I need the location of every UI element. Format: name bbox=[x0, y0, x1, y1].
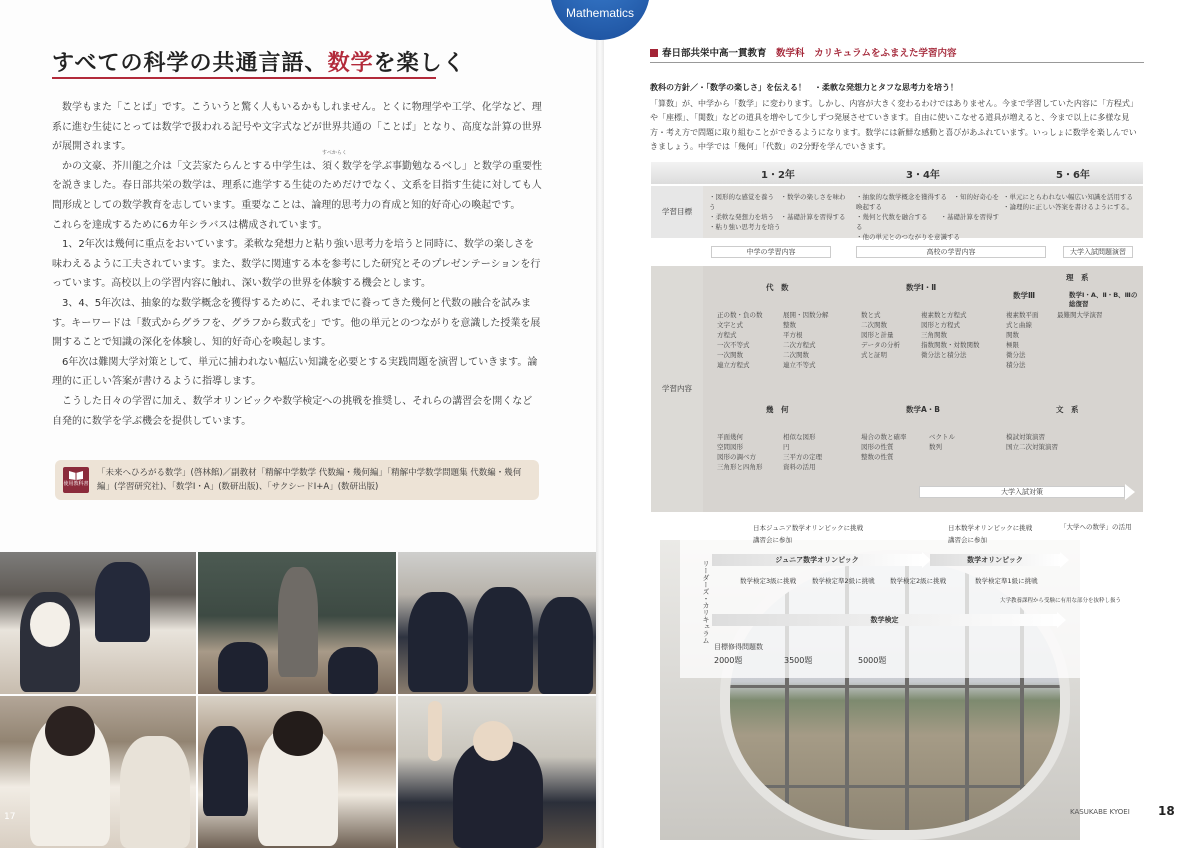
year-3-4: 3・4年 bbox=[906, 170, 940, 181]
textbook-icon-label: 使用教科書 bbox=[63, 481, 89, 487]
target-count-2: 3500題 bbox=[784, 656, 813, 665]
y56-col: 複素数平面 式と曲線 関数 極限 微分法 積分法 bbox=[1006, 311, 1039, 369]
students-studying-photo bbox=[198, 696, 396, 848]
paragraph: これらを達成するために6カ年シラバスは構成されています。 bbox=[52, 219, 328, 231]
target-count-3: 5000題 bbox=[858, 656, 887, 665]
paragraph: こうした日々の学習に加え、数学オリンピックや数学検定への挑戦を推奨し、それらの講習会を開くなど自発的に数学を学ぶ機会を提供しています。 bbox=[52, 395, 533, 427]
paragraph: 3、4、5年次は、抽象的な数学概念を獲得するために、それまでに養ってきた幾何と代数の融合を試みます。キーワードは「数式からグラフを、グラフから数式を」です。他の単元とのつながりを意識した授業を展開することで知識の深化を体験し、知的好奇心を喚起します。 bbox=[52, 297, 541, 349]
student-writing-photo bbox=[0, 696, 196, 848]
year-1-2: 1・2年 bbox=[761, 170, 795, 181]
kentei-3: 数学検定3級に挑戦 bbox=[740, 577, 797, 585]
paragraph: 6年次は難関大学対策として、単元に捕われない幅広い知識を必要とする実践問題を演習していきます。論理的に正しい答案が書けるように指導します。 bbox=[52, 356, 538, 388]
hs-col2: 複素数と方程式 図形と方程式 三角関数 指数関数・対数関数 微分法と積分法 bbox=[921, 311, 980, 359]
goal-label: 学習目標 bbox=[651, 186, 703, 238]
kentei-arrow: 数学検定 bbox=[712, 614, 1057, 626]
stage-arrow-univ: 大学入試問題演習 bbox=[1063, 246, 1133, 258]
teacher-at-board-photo bbox=[198, 552, 396, 694]
header-rule bbox=[650, 62, 1144, 63]
intro-text: 「算数」が、中学から「数学」に変わります。しかし、内容が大きく変わるわけではありません。今まで学習していた内容に「方程式」や「座標」、「関数」などの道具を増やして少しずつ発展させていきます。自由に使いこなせる道具が増えると、今まで以上に多様な見方・考え方で問題に取り組むことができるようになります。数学には新鮮な感動と喜びがあふれています。いっしょに数学を楽しんでいきましょう。中学では「幾何」「代数」の2分野を学んでいきます。 bbox=[650, 99, 1138, 152]
body-text bbox=[52, 98, 542, 431]
square-bullet-icon bbox=[650, 49, 658, 57]
kika-col2: 相似な図形 円 三平方の定理 資料の活用 bbox=[783, 433, 822, 471]
leaders-label: リーダーズ・カリキュラム bbox=[702, 560, 710, 644]
page-title: すべての科学の共通言語、数学を楽しく bbox=[52, 51, 466, 76]
page-number-right: 18 bbox=[1158, 804, 1175, 818]
math12-label: 数学Ⅰ・Ⅱ bbox=[906, 283, 937, 292]
y56-extra: 最難関大学演習 bbox=[1057, 311, 1103, 319]
students-smiling-photo bbox=[398, 552, 596, 694]
subject-policy: 教科の方針／・「数学の楽しさ」を伝える！ ・柔軟な発想力とタフな思考力を培う！ bbox=[650, 83, 958, 92]
olympiad-text: 日本数学オリンピックに挑戦 講習会に参加 bbox=[948, 524, 1033, 544]
ab-col1: 場合の数と確率 図形の性質 整数の性質 bbox=[861, 433, 907, 461]
leaders-curriculum bbox=[680, 512, 1142, 678]
goal-3-4: ・抽象的な数学概念を獲得する ・知的好奇心を喚起する ・幾何と代数を融合する ・基礎計算を習得する ・他の単元とのつながりを意識する bbox=[856, 193, 999, 241]
goal-5-6: ・単元にとらわれない幅広い知識を活用する ・論理的に正しい答案を書けるようにする。 bbox=[1003, 193, 1133, 211]
bunkei-label: 文 系 bbox=[1056, 405, 1079, 414]
target-label: 目標修得問題数 bbox=[714, 643, 763, 651]
kika-label: 幾 何 bbox=[766, 405, 789, 414]
paragraph: かの文豪、芥川龍之介は「文芸家たらんとする中学生は、須く数学を学ぶ事勤勉なるべし」と数学の重要性を説きました。春日部共栄の数学は、理系に進学する生徒のためだけでなく、文系を目指す生徒に対しても人間形成としての数学教育を志しています。重要なことは、論理的思考力の育成と知的好奇心の喚起です。 すべからく bbox=[52, 149, 542, 211]
mathAB-label: 数学A・B bbox=[906, 405, 941, 414]
math3-label: 数学Ⅲ bbox=[1013, 291, 1036, 300]
year-5-6: 5・6年 bbox=[1056, 170, 1090, 181]
olympiad-arrow: 数学オリンピック bbox=[930, 554, 1060, 566]
bunkei-col: 模試対策演習 国立二次対策演習 bbox=[1006, 433, 1058, 451]
footer-brand: KASUKABE KYOEI bbox=[1070, 808, 1130, 816]
page-number-left: 17 bbox=[4, 812, 16, 822]
goal-1-2: ・図形的な感覚を養う ・数学の楽しさを味わう ・柔軟な発想力を培う ・基礎計算を習得する ・粘り強い思考力を培う bbox=[709, 193, 846, 231]
kentei-note: 大学教養課程から受験に有用な部分を抜粋し扱う bbox=[1000, 598, 1122, 604]
gutter bbox=[596, 0, 604, 848]
daisu-label: 代 数 bbox=[766, 283, 789, 292]
daisu-col1: 正の数・負の数 文字と式 方程式 一次不等式 一次関数 連立方程式 bbox=[717, 311, 763, 369]
textbook-list: 「未来へひろがる数学」(啓林館)／副教材「精解中学数学 代数編・幾何編」「精解中学数学問題集 代数編・幾何編」(学習研究社)、「数学I・A」(数研出版)、「サクシードI+A」(数研出版) bbox=[97, 468, 522, 492]
furigana: すべからく bbox=[322, 149, 347, 156]
stage-arrow-hs: 高校の学習内容 bbox=[856, 246, 1046, 258]
kentei-pre1: 数学検定準1級に挑戦 bbox=[975, 577, 1038, 585]
stage-arrow-jhs: 中学の学習内容 bbox=[711, 246, 831, 258]
kentei-pre2: 数学検定準2級に挑戦 bbox=[812, 577, 875, 585]
paragraph: 数学もまた「ことば」です。こういうと驚く人もいるかもしれません。とくに物理学や工学、化学など、理系に進む生徒にとっては数学で扱われる記号や文字式などが世界共通の「ことば」となり、高度な計算の世界が展開されます。 bbox=[52, 102, 542, 153]
kentei-2: 数学検定2級に挑戦 bbox=[890, 577, 947, 585]
title-underline bbox=[52, 77, 436, 79]
target-count-1: 2000題 bbox=[714, 656, 743, 665]
subject-tab-label: Mathematics bbox=[565, 6, 635, 20]
daisu-col2: 展開・因数分解 整数 平方根 二次方程式 二次関数 連立不等式 bbox=[783, 311, 829, 369]
classroom-photo bbox=[0, 552, 196, 694]
kika-col1: 平面幾何 空間図形 図形の調べ方 三角形と四角形 bbox=[717, 433, 763, 471]
math-all-label: 数学Ⅰ・A、Ⅱ・B、Ⅲの総復習 bbox=[1069, 291, 1138, 308]
ab-col2: ベクトル 数列 bbox=[929, 433, 955, 451]
paragraph: 1、2年次は幾何に重点をおいています。柔軟な発想力と粘り強い思考力を培うと同時に、数学の楽しさを味わえるように工夫されています。また、数学に関連する本を参考にした研究とそのプレゼンテーションを行っています。高校以上の学習内容に触れ、深い数学の世界を体験する機会とします。 bbox=[52, 239, 541, 290]
jr-olympiad-arrow: ジュニア数学オリンピック bbox=[712, 554, 922, 566]
jr-olympiad-text: 日本ジュニア数学オリンピックに挑戦 講習会に参加 bbox=[753, 524, 864, 544]
book-icon bbox=[63, 467, 89, 493]
teacher-raising-hand-photo bbox=[398, 696, 596, 848]
right-header: 春日部共栄中高一貫教育 数学科 カリキュラムをふまえた学習内容 bbox=[650, 45, 956, 59]
univ-prep-arrow: 大学入試対策 bbox=[919, 486, 1125, 498]
textbook-box bbox=[55, 460, 539, 500]
curriculum-table bbox=[651, 162, 1143, 512]
content-label: 学習内容 bbox=[651, 266, 703, 512]
daigaku-sugaku: 「大学への数学」の活用 bbox=[1060, 523, 1132, 531]
hs-col1: 数と式 二次関数 図形と計量 データの分析 式と証明 bbox=[861, 311, 900, 359]
rikei-label: 理 系 bbox=[1066, 273, 1089, 282]
